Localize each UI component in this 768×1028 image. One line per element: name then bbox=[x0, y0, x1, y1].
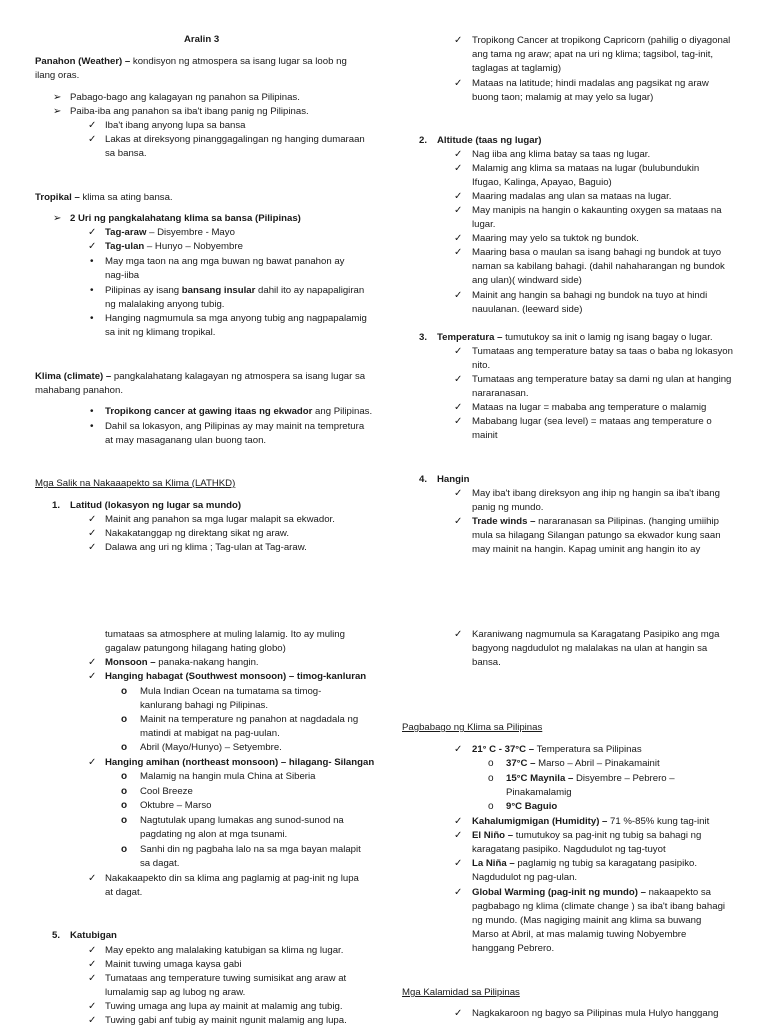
trade-winds-definition: Trade winds – nararanasan sa Pilipinas. (hanging umiihip bbox=[472, 516, 719, 527]
factor-2-check-3: Maaring madalas ang ulan sa mataas na lugar. bbox=[472, 191, 672, 202]
factor-5-heading: Katubigan bbox=[70, 930, 117, 941]
check-icon: ✓ bbox=[454, 516, 463, 527]
typhoon-origin-note: Karaniwang nagmumula sa Karagatang Pasipiko ang mga bbox=[472, 629, 720, 640]
factor-2-check-6: Maaring basa o maulan sa isang bahagi ng bundok at tuyo bbox=[472, 247, 722, 258]
amihan-item-1: Malamig na hangin mula China at Siberia bbox=[140, 771, 316, 782]
weather-check-2: Lakas at direksyong pinanggagalingan ng hanging dumaraan bbox=[105, 134, 365, 145]
monsoon-definition: Monsoon – panaka-nakang hangin. bbox=[105, 657, 259, 668]
types-dot-2: Pilipinas ay isang bansang insular dahil ito ay napapaligiran bbox=[105, 285, 365, 296]
typhoon-origin-note-cont-2: bansa. bbox=[472, 657, 501, 668]
arrow-bullet-icon: ➢ bbox=[53, 92, 62, 103]
global-warming-cont-3: Marso at Abril, at mas malamig tuwing Nobyembre bbox=[472, 929, 687, 940]
check-icon: ✓ bbox=[454, 887, 463, 898]
dot-bullet-icon: • bbox=[90, 285, 94, 296]
factor-2-check-5: Maaring may yelo sa tuktok ng bundok. bbox=[472, 233, 639, 244]
factor-2-check-7-cont: nauulanan. (leeward side) bbox=[472, 304, 583, 315]
check-icon: ✓ bbox=[454, 191, 463, 202]
global-warming-cont-4: hanggang Pebrero. bbox=[472, 943, 555, 954]
nakaaapekto-note: Nakakaapekto din sa klima ang paglamig at pag-init ng lupa bbox=[105, 873, 359, 884]
types-dot-1: May mga taon na ang mga buwan ng bawat panahon ay bbox=[105, 256, 345, 267]
weather-bullet-1: Pabago-bago ang kalagayan ng panahon sa Pilipinas. bbox=[70, 92, 300, 103]
arrow-bullet-icon: ➢ bbox=[53, 213, 62, 224]
habagat-item-2-cont: matindi at mabigat na pag-uulan. bbox=[140, 728, 280, 739]
typhoon-origin-note-cont-1: bagyong nagdudulot ng malalakas na ulan at hangin sa bbox=[472, 643, 708, 654]
check-icon: ✓ bbox=[88, 542, 97, 553]
check-icon: ✓ bbox=[454, 816, 463, 827]
factor-2-check-6-cont-1: naman sa kabilang bahagi. (dahil nahaharangan ng bundok bbox=[472, 261, 725, 272]
factor-5-check-3-cont: lumalamig sap ag lubog ng araw. bbox=[105, 987, 246, 998]
habagat-item-1-cont: kanlurang bahagi ng Pilipinas. bbox=[140, 700, 269, 711]
factor-3-check-1: Tumataas ang temperature batay sa taas o baba ng lokasyon bbox=[472, 346, 733, 357]
factor-4-check-1: May iba't ibang direksyon ang ihip ng hangin sa iba't ibang bbox=[472, 488, 720, 499]
factor-4-heading: Hangin bbox=[437, 474, 470, 485]
check-icon: ✓ bbox=[88, 227, 97, 238]
latitude-check-5: Mataas na latitude; hindi madalas ang pagsikat ng araw bbox=[472, 78, 709, 89]
la-nina-cont: Nagdudulot ng pag-ulan. bbox=[472, 872, 578, 883]
check-icon: ✓ bbox=[454, 416, 463, 427]
trade-winds-definition-cont-1: mula sa hilagang Silangan patungo sa ekwador kung saan bbox=[472, 530, 721, 541]
calamities-heading: Mga Kalamidad sa Pilipinas bbox=[402, 987, 520, 998]
check-icon: ✓ bbox=[454, 78, 463, 89]
arrow-bullet-icon: ➢ bbox=[53, 106, 62, 117]
check-icon: ✓ bbox=[88, 973, 97, 984]
check-icon: ✓ bbox=[454, 233, 463, 244]
circle-bullet-icon: o bbox=[121, 815, 128, 826]
habagat-item-1: Mula Indian Ocean na tumatama sa timog- bbox=[140, 686, 322, 697]
global-warming-cont-1: pagbabago ng klima (climate change ) sa iba't ibang bahagi bbox=[472, 901, 726, 912]
weather-definition: Panahon (Weather) – kondisyon ng atmospera sa isang lugar sa loob ng bbox=[35, 56, 347, 67]
klima-definition-cont: mahabang panahon. bbox=[35, 385, 124, 396]
factor-1-check-3: Dalawa ang uri ng klima ; Tag-ulan at Tag-araw. bbox=[105, 542, 307, 553]
lesson-title: Aralin 3 bbox=[184, 34, 220, 45]
check-icon: ✓ bbox=[88, 514, 97, 525]
weather-definition-cont: ilang oras. bbox=[35, 70, 80, 81]
check-icon: ✓ bbox=[88, 873, 97, 884]
temperature-manila: 15°C Maynila – Disyembre – Pebrero – bbox=[506, 773, 675, 784]
circle-bullet-icon: o bbox=[488, 801, 494, 812]
check-icon: ✓ bbox=[454, 163, 463, 174]
habagat-heading: Hanging habagat (Southwest monsoon) – timog-kanluran bbox=[105, 671, 367, 682]
check-icon: ✓ bbox=[454, 374, 463, 385]
factor-1-check-1: Mainit ang panahon sa mga lugar malapit sa ekwador. bbox=[105, 514, 335, 525]
factor-3-check-2: Tumataas ang temperature batay sa dami ng ulan at hanging bbox=[472, 374, 732, 385]
check-icon: ✓ bbox=[454, 744, 463, 755]
types-dot-1-cont: nag-iiba bbox=[105, 270, 140, 281]
factor-2-check-6-cont-2: ang ulan)( windward side) bbox=[472, 275, 582, 286]
nakaaapekto-note-cont: at dagat. bbox=[105, 887, 143, 898]
climate-types-heading: 2 Uri ng pangkalahatang klima sa bansa (Pilipinas) bbox=[70, 213, 301, 224]
check-icon: ✓ bbox=[88, 120, 97, 131]
temperature-baguio: 9°C Baguio bbox=[506, 801, 558, 812]
amihan-item-3: Oktubre – Marso bbox=[140, 800, 212, 811]
circle-bullet-icon: o bbox=[121, 714, 128, 725]
latitude-check-4: Tropikong Cancer at tropikong Capricorn (pahilig o diyagonal bbox=[472, 35, 731, 46]
factor-4-check-1-cont: panig ng mundo. bbox=[472, 502, 544, 513]
factor-4-number: 4. bbox=[419, 474, 428, 485]
factor-2-check-1: Nag iiba ang klima batay sa taas ng lugar. bbox=[472, 149, 651, 160]
factor-1-check-2: Nakakatanggap ng direktang sikat ng araw. bbox=[105, 528, 290, 539]
factor-2-check-4: May manipis na hangin o kakaunting oxygen sa mataas na bbox=[472, 205, 722, 216]
factor-3-check-4: Mababang lugar (sea level) = mataas ang temperature o bbox=[472, 416, 712, 427]
types-dot-3-cont: sa init ng klimang tropikal. bbox=[105, 327, 216, 338]
klima-definition: Klima (climate) – pangkalahatang kalagayan ng atmospera sa isang lugar sa bbox=[35, 371, 366, 382]
check-icon: ✓ bbox=[454, 247, 463, 258]
check-icon: ✓ bbox=[454, 830, 463, 841]
weather-check-1: Iba't ibang anyong lupa sa bansa bbox=[105, 120, 246, 131]
humidity: Kahalumigmigan (Humidity) – 71 %-85% kung tag-init bbox=[472, 816, 710, 827]
check-icon: ✓ bbox=[88, 945, 97, 956]
circle-bullet-icon: o bbox=[488, 773, 494, 784]
check-icon: ✓ bbox=[88, 671, 97, 682]
factor-3-check-3: Mataas na lugar = mababa ang temperature o malamig bbox=[472, 402, 707, 413]
factor-3-check-4-cont: mainit bbox=[472, 430, 498, 441]
dot-bullet-icon: • bbox=[90, 406, 94, 417]
global-warming: Global Warming (pag-init ng mundo) – nakaapekto sa bbox=[472, 887, 711, 898]
weather-bullet-2: Paiba-iba ang panahon sa iba't ibang panig ng Pilipinas. bbox=[70, 106, 309, 117]
check-icon: ✓ bbox=[454, 402, 463, 413]
la-nina: La Niña – paglamig ng tubig sa karagatang pasipiko. bbox=[472, 858, 698, 869]
trade-winds-cont-1: tumataas sa atmosphere at muling lalamig. Ito ay muling bbox=[105, 629, 345, 640]
trade-winds-cont-2: gagalaw patungong hilagang hating globo) bbox=[105, 643, 286, 654]
latitude-check-5-cont: buong taon; malamig at may yelo sa lugar) bbox=[472, 92, 654, 103]
amihan-item-4-cont: pagdating ng alon at mga tsunami. bbox=[140, 829, 288, 840]
check-icon: ✓ bbox=[88, 1015, 97, 1026]
factor-1-heading: Latitud (lokasyon ng lugar sa mundo) bbox=[70, 500, 242, 511]
check-icon: ✓ bbox=[454, 488, 463, 499]
amihan-item-4: Nagtutulak upang lumakas ang sunod-sunod na bbox=[140, 815, 344, 826]
factor-2-check-4-cont: lugar. bbox=[472, 219, 496, 230]
factor-5-number: 5. bbox=[52, 930, 61, 941]
check-icon: ✓ bbox=[88, 757, 97, 768]
tag-araw: Tag-araw – Disyembre - Mayo bbox=[105, 227, 235, 238]
circle-bullet-icon: o bbox=[121, 742, 128, 753]
el-nino-cont: karagatang pasipiko. Nagdudulot ng tag-tuyot bbox=[472, 844, 666, 855]
circle-bullet-icon: o bbox=[121, 786, 128, 797]
check-icon: ✓ bbox=[454, 1008, 463, 1019]
amihan-item-5: Sanhi din ng pagbaha lalo na sa mga bayan malapit bbox=[140, 844, 361, 855]
circle-bullet-icon: o bbox=[488, 758, 494, 769]
check-icon: ✓ bbox=[454, 346, 463, 357]
factor-5-check-3: Tumataas ang temperature tuwing sumisikat ang araw at bbox=[105, 973, 347, 984]
el-nino: El Niño – tumutukoy sa pag-init ng tubig sa bahagi ng bbox=[472, 830, 702, 841]
factor-2-check-7: Mainit ang hangin sa bahagi ng bundok na tuyo at hindi bbox=[472, 290, 708, 301]
amihan-item-2: Cool Breeze bbox=[140, 786, 193, 797]
weather-check-2-cont: sa bansa. bbox=[105, 148, 147, 159]
factor-5-check-1: May epekto ang malalaking katubigan sa klima ng lugar. bbox=[105, 945, 344, 956]
trade-winds-definition-cont-2: may mainit na hangin. Kapag uminit ang hangin ito ay bbox=[472, 544, 701, 555]
factor-2-number: 2. bbox=[419, 135, 428, 146]
factor-5-check-4: Tuwing umaga ang lupa ay mainit at malamig ang tubig. bbox=[105, 1001, 343, 1012]
circle-bullet-icon: o bbox=[121, 686, 128, 697]
habagat-item-3: Abril (Mayo/Hunyo) – Setyembre. bbox=[140, 742, 282, 753]
factor-5-check-5: Tuwing gabi anf tubig ay mainit ngunit malamig ang lupa. bbox=[105, 1015, 347, 1026]
factor-3-check-1-cont: nito. bbox=[472, 360, 491, 371]
klima-dot-2-cont: at may masaganang ulan buong taon. bbox=[105, 435, 267, 446]
temperature-manila-cont: Pinakamalamig bbox=[506, 787, 572, 798]
global-warming-cont-2: ng mundo. (Mas nagiging mainit ang klima sa buwang bbox=[472, 915, 702, 926]
types-dot-3: Hanging nagmumula sa mga anyong tubig ang nagpapalamig bbox=[105, 313, 367, 324]
amihan-item-5-cont: sa dagat. bbox=[140, 858, 180, 869]
factor-5-check-2: Mainit tuwing umaga kaysa gabi bbox=[105, 959, 242, 970]
climate-change-heading: Pagbabago ng Klima sa Pilipinas bbox=[402, 722, 543, 733]
check-icon: ✓ bbox=[88, 1001, 97, 1012]
dot-bullet-icon: • bbox=[90, 421, 94, 432]
latitude-check-4-cont-2: taglagas at taglamig) bbox=[472, 63, 562, 74]
dot-bullet-icon: • bbox=[90, 256, 94, 267]
factor-2-check-2: Malamig ang klima sa mataas na lugar (bulubundukin bbox=[472, 163, 700, 174]
check-icon: ✓ bbox=[88, 241, 97, 252]
circle-bullet-icon: o bbox=[121, 800, 128, 811]
klima-dot-1: Tropikong cancer at gawing itaas ng ekwador ang Pilipinas. bbox=[105, 406, 373, 417]
latitude-check-4-cont-1: ang tama ng araw; apat na uri ng klima; tagsibol, tag-init, bbox=[472, 49, 714, 60]
check-icon: ✓ bbox=[454, 35, 463, 46]
circle-bullet-icon: o bbox=[121, 771, 128, 782]
check-icon: ✓ bbox=[88, 657, 97, 668]
check-icon: ✓ bbox=[454, 149, 463, 160]
check-icon: ✓ bbox=[88, 959, 97, 970]
check-icon: ✓ bbox=[88, 528, 97, 539]
tag-ulan: Tag-ulan – Hunyo – Nobyembre bbox=[105, 241, 243, 252]
types-dot-2-cont: ng malalaking anyong tubig. bbox=[105, 299, 225, 310]
factor-3-heading: Temperatura – tumutukoy sa init o lamig ng isang bagay o lugar. bbox=[437, 332, 713, 343]
temperature-range: 21° C - 37°C – Temperatura sa Pilipinas bbox=[472, 744, 642, 755]
klima-dot-2: Dahil sa lokasyon, ang Pilipinas ay may mainit na tempretura bbox=[105, 421, 365, 432]
factor-3-number: 3. bbox=[419, 332, 428, 343]
factor-2-heading: Altitude (taas ng lugar) bbox=[437, 135, 542, 146]
circle-bullet-icon: o bbox=[121, 844, 128, 855]
check-icon: ✓ bbox=[454, 205, 463, 216]
tropikal-definition: Tropikal – klima sa ating bansa. bbox=[35, 192, 173, 203]
factor-3-check-2-cont: nararanasan. bbox=[472, 388, 529, 399]
check-icon: ✓ bbox=[454, 290, 463, 301]
temperature-hottest: 37°C – Marso – Abril – Pinakamainit bbox=[506, 758, 660, 769]
factor-1-number: 1. bbox=[52, 500, 61, 511]
habagat-item-2: Mainit na temperature ng panahon at nagdadala ng bbox=[140, 714, 359, 725]
check-icon: ✓ bbox=[454, 629, 463, 640]
check-icon: ✓ bbox=[454, 858, 463, 869]
check-icon: ✓ bbox=[88, 134, 97, 145]
calamities-check-1: Nagkakaroon ng bagyo sa Pilipinas mula Hulyo hanggang bbox=[472, 1008, 719, 1019]
dot-bullet-icon: • bbox=[90, 313, 94, 324]
amihan-heading: Hanging amihan (northeast monsoon) – hilagang- Silangan bbox=[105, 757, 375, 768]
factors-heading: Mga Salik na Nakaaapekto sa Klima (LATHKD) bbox=[35, 478, 236, 489]
factor-2-check-2-cont: Ifugao, Kalinga, Apayao, Baguio) bbox=[472, 177, 612, 188]
